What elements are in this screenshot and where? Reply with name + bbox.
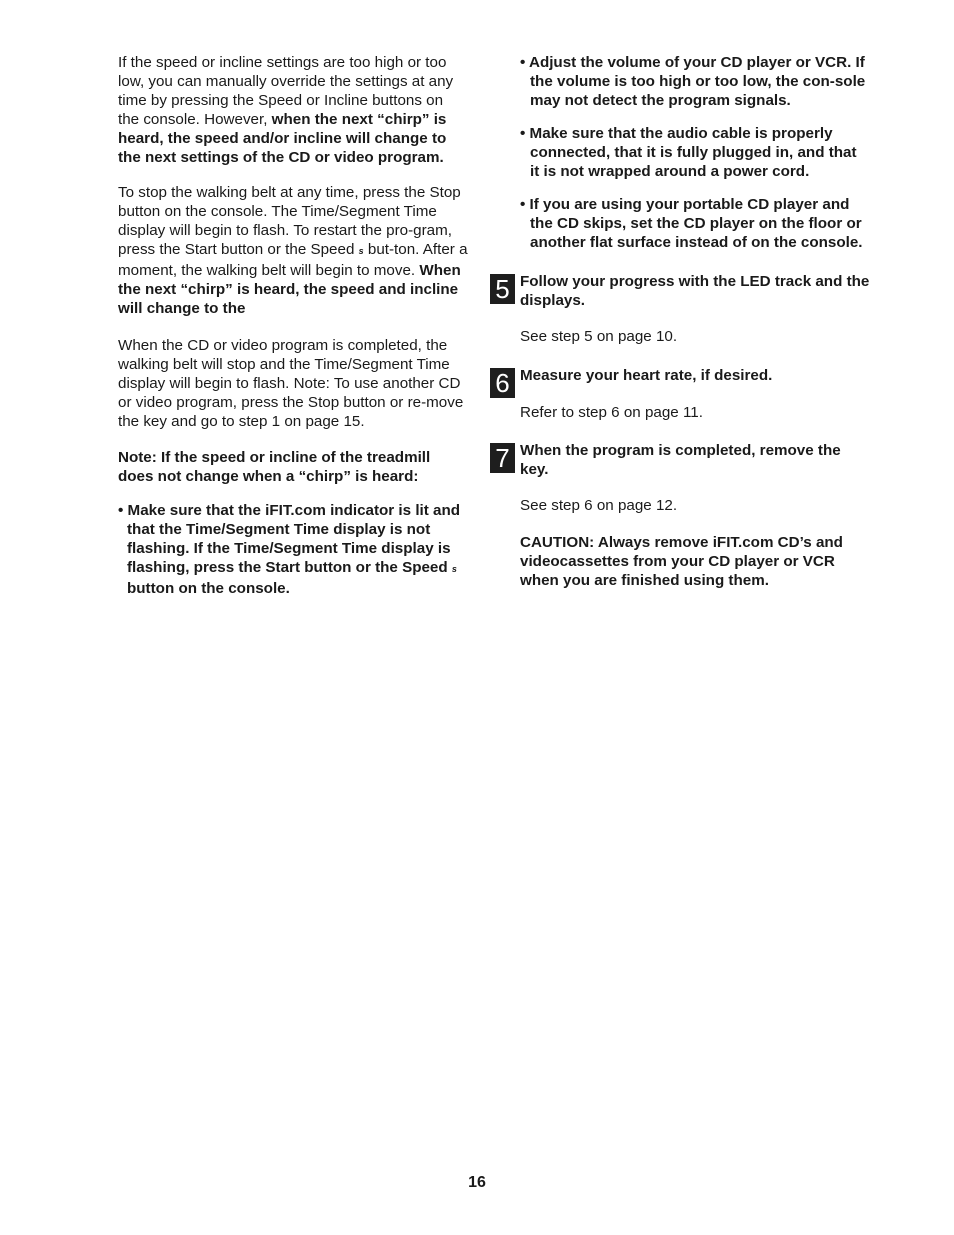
step-number-badge: 5 [490, 274, 515, 304]
stop-paragraph [118, 183, 468, 318]
right-column [490, 53, 870, 590]
step-number-badge: 6 [490, 368, 515, 398]
note-text: Note: If the speed or incline of the treadmill does not change when a “chirp” is heard: [118, 449, 431, 485]
step-number-badge: 7 [490, 443, 515, 473]
note-paragraph [118, 448, 468, 486]
bullet-audio-cable: • Make sure that the audio cable is properly connected, that it is fully plugged in, and that it is not wrapped around a power cord. [520, 125, 857, 180]
step-body: See step 6 on page 12. [520, 497, 678, 514]
bullet-cd-skips: • If you are using your portable CD player and the CD skips, set the CD player on the floor or another flat surface instead of on the console. [520, 196, 863, 251]
step-body: See step 5 on page 10. [520, 328, 678, 345]
bullet-volume: • Adjust the volume of your CD player or VCR. If the volume is too high or too low, the con-sole may not detect the program signals. [520, 54, 866, 109]
step-7 [490, 441, 870, 515]
step-6 [490, 366, 870, 422]
step-body: Refer to step 6 on page 11. [520, 404, 703, 421]
stop-bold-text: When the next “chirp” is heard, the speed and incline will change to the [118, 262, 461, 317]
page-number: 16 [468, 1174, 486, 1191]
step-5 [490, 272, 870, 346]
caution-text: CAUTION: Always remove iFIT.com CD’s and videocassettes from your CD player or VCR when you are finished using them. [520, 534, 843, 589]
bullet-indicator-text: • Make sure that the iFIT.com indicator is lit and that the Time/Segment Time display is not flashing. If the Time/Segment Time display is flashing, press the Start button or the Speed [118, 502, 461, 576]
step-title: Measure your heart rate, if desired. [520, 367, 773, 384]
bullet-indicator [118, 501, 468, 598]
completed-paragraph [118, 336, 468, 431]
bullet-indicator-text-cont: button on the console. [127, 580, 290, 597]
stop-text-cont: but-ton. After a moment, the walking belt will begin to move. [118, 241, 468, 279]
speed-arrow-icon: s [451, 564, 457, 574]
left-column [118, 53, 468, 612]
speed-arrow-icon: s [358, 246, 364, 256]
override-paragraph [118, 53, 468, 167]
stop-text: To stop the walking belt at any time, press the Stop button on the console. The Time/Segment Time display will begin to flash. To restart the pro-gram, press the Start button or the Speed [118, 184, 461, 258]
step-title: Follow your progress with the LED track and the displays. [520, 273, 870, 309]
override-bold-text: when the next “chirp” is heard, the speed and/or incline will change to the next settings of the CD or video program. [118, 111, 447, 166]
completed-text: When the CD or video program is completed, the walking belt will stop and the Time/Segment Time display will begin to flash. Note: To use another CD or video program, press the Stop button or re-move the key and go to step 1 on page 15. [118, 337, 464, 430]
override-text: If the speed or incline settings are too high or too low, you can manually override the settings at any time by pressing the Speed or Incline buttons on the console. However, [118, 54, 454, 128]
step-title: When the program is completed, remove the key. [520, 442, 841, 478]
